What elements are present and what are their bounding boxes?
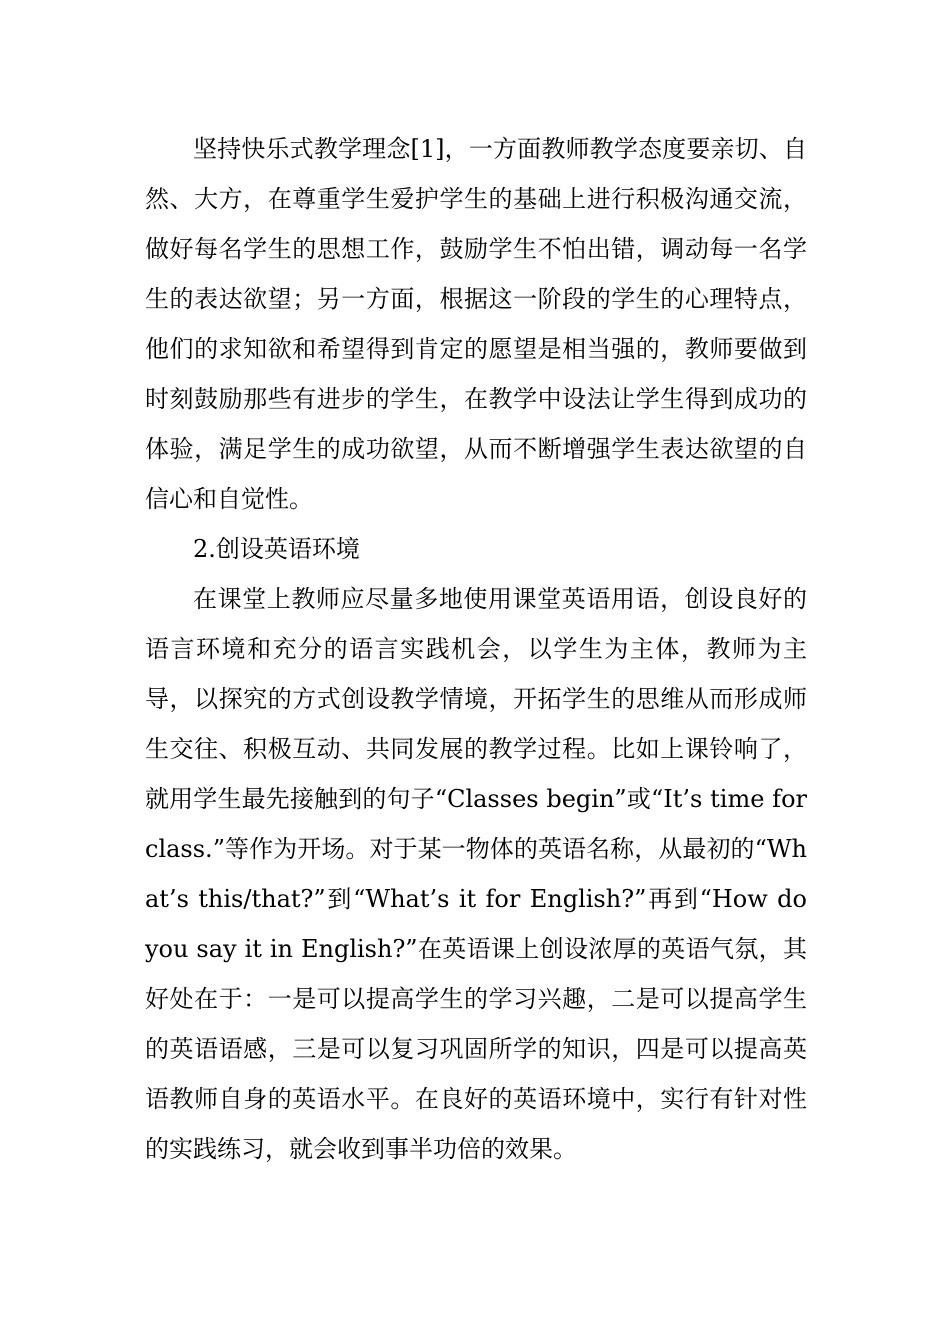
paragraph-happy-teaching: 坚持快乐式教学理念[1]，一方面教师教学态度要亲切、自然、大方，在尊重学生爱护学生的基础上进行积极沟通交流，做好每名学生的思想工作，鼓励学生不怕出错，调动每一名学生的表达欲望；另一方面，根据这一阶段的学生的心理特点，他们的求知欲和希望得到肯定的愿望是相当强的，教师要做到时刻鼓励那些有进步的学生，在教学中设法让学生得到成功的体验，满足学生的成功欲望，从而不断增强学生表达欲望的自信心和自觉性。 <box>145 135 807 513</box>
paragraph-english-environment: 在课堂上教师应尽量多地使用课堂英语用语，创设良好的语言环境和充分的语言实践机会，以学生为主体，教师为主导，以探究的方式创设教学情境，开拓学生的思维从而形成师生交往、积极互动、共同发展的教学过程。比如上课铃响了，就用学生最先接触到的句子“Classes begin”或“It’s time for class.”等作为开场。对于某一物体的英语名称，从最初的“What’s this/that?”到“What’s it for English?”再到“How do you say it in English?”在英语课上创设浓厚的英语气氛，其好处在于：一是可以提高学生的学习兴趣，二是可以提高学生的英语语感，三是可以复习巩固所学的知识，四是可以提高英语教师自身的英语水平。在良好的英语环境中，实行有针对性的实践练习，就会收到事半功倍的效果。 <box>145 585 807 1163</box>
section-heading: 2.创设英语环境 <box>193 535 360 563</box>
body-text <box>145 124 807 1174</box>
